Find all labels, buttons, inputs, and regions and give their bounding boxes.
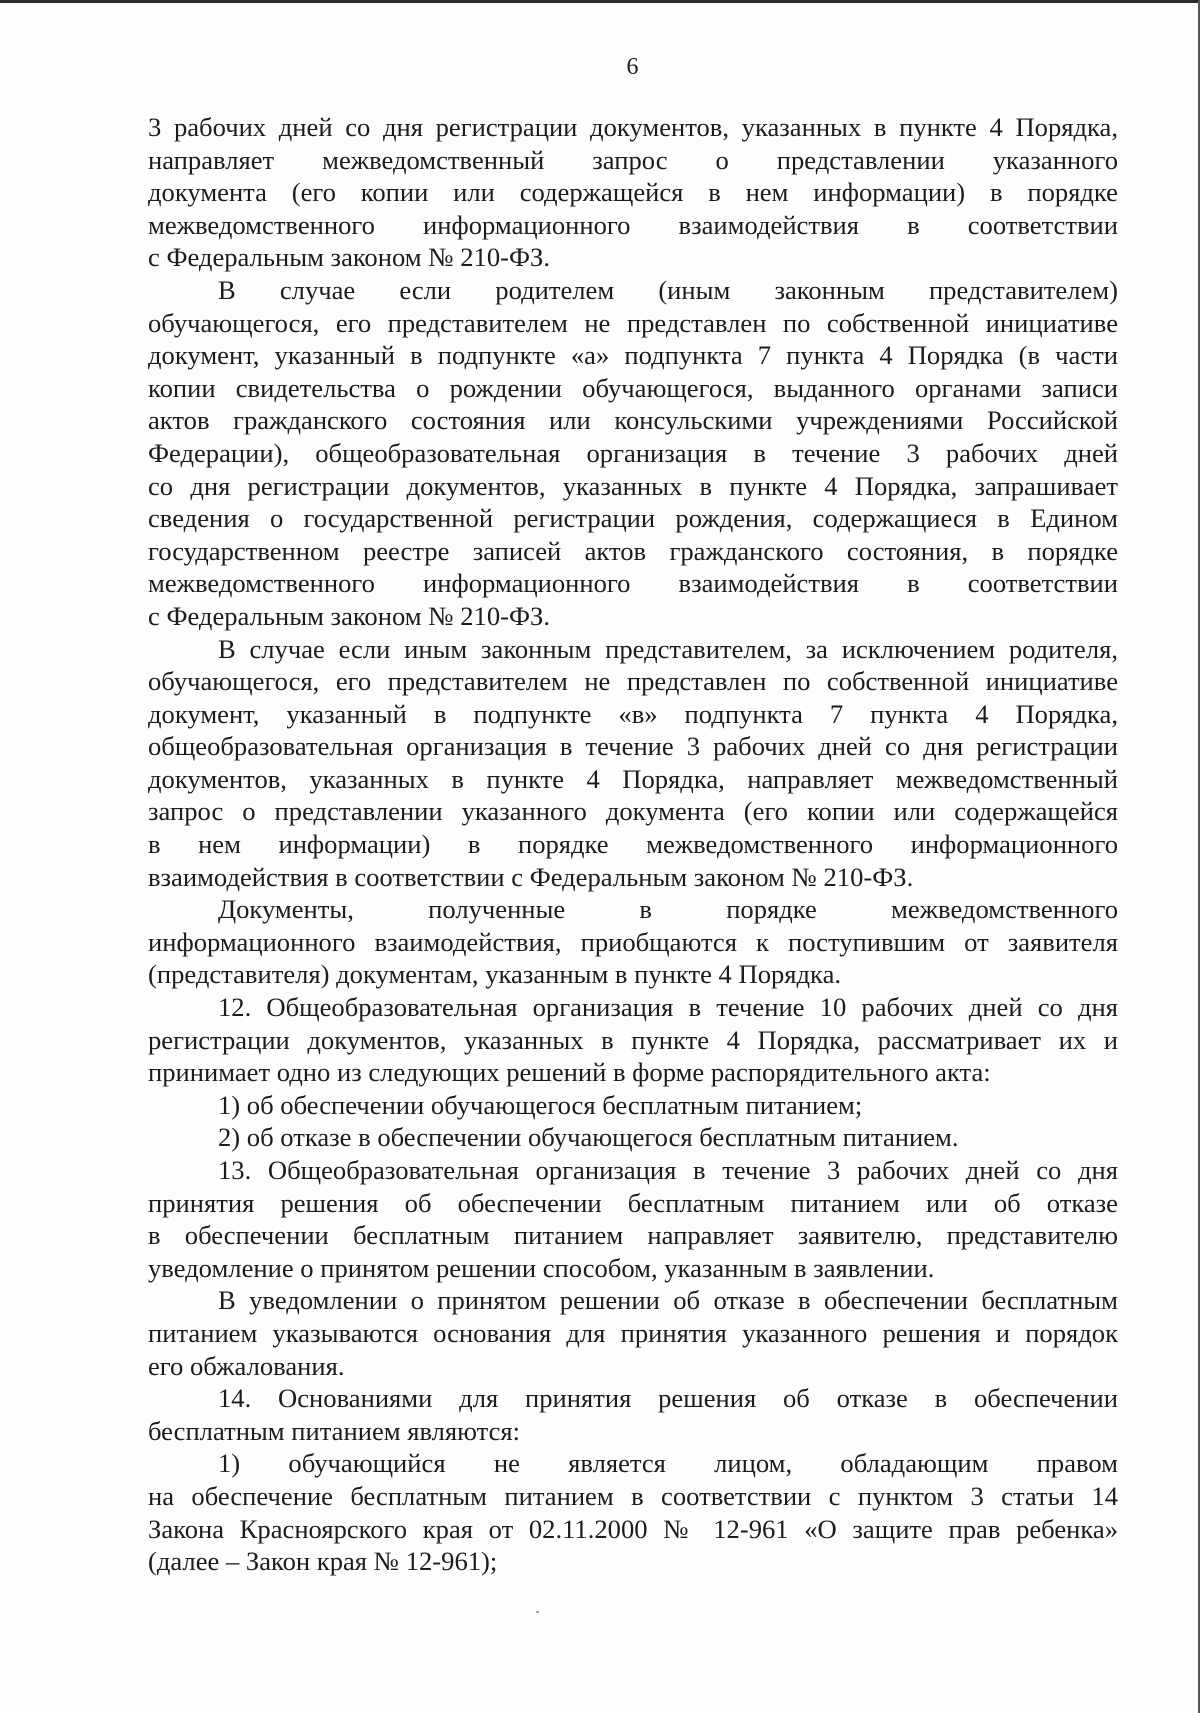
text-line: (представителя) документам, указанным в пункте 4 Порядка. [148, 959, 842, 990]
text-line: документ, указанный в подпункте «в» подпункта 7 пункта 4 Порядка, [148, 698, 1118, 729]
text-line: обучающегося, его представителем не представлен по собственной инициативе [148, 666, 1118, 697]
text-line: обучающегося, его представителем не представлен по собственной инициативе [148, 307, 1118, 338]
text-line: в обеспечении бесплатным питанием направляет заявителю, представителю [148, 1220, 1118, 1251]
text-line: питанием указываются основания для принятия указанного решения и порядок [148, 1317, 1118, 1348]
text-line: 1) обучающийся не является лицом, обладающим правом [218, 1448, 1118, 1479]
text-line: 13. Общеобразовательная организация в течение 3 рабочих дней со дня [218, 1155, 1118, 1185]
text-line: принятия решения об обеспечении бесплатным питанием или об отказе [148, 1187, 1118, 1218]
text-line: Документы, полученные в порядке межведомственного [218, 894, 1118, 925]
text-line: межведомственного информационного взаимодействия в соответствии [148, 568, 1118, 599]
scan-top-edge [0, 0, 1200, 3]
text-line: межведомственного информационного взаимодействия в соответствии [148, 209, 1118, 240]
text-line: актов гражданского состояния или консульскими учреждениями Российской [148, 405, 1118, 436]
text-line: в нем информации) в порядке межведомственного информационного [148, 829, 1118, 860]
text-line: В случае если иным законным представителем, за исключением родителя, [218, 633, 1118, 664]
text-line: принимает одно из следующих решений в форме распорядительного акта: [148, 1057, 991, 1088]
text-line: запрос о представлении указанного документа (его копии или содержащейся [148, 796, 1118, 827]
text-line: сведения о государственной регистрации рождения, содержащиеся в Едином [148, 503, 1118, 534]
text-line: В уведомлении о принятом решении об отказе в обеспечении бесплатным [218, 1285, 1118, 1316]
document-body [148, 111, 1118, 1578]
text-line: 12. Общеобразовательная организация в течение 10 рабочих дней со дня [218, 992, 1118, 1023]
text-line: взаимодействия в соответствии с Федеральным законом № 210-ФЗ. [148, 861, 914, 892]
text-line: документа (его копии или содержащейся в нем информации) в порядке [148, 177, 1118, 208]
text-line: общеобразовательная организация в течение 3 рабочих дней со дня регистрации [148, 731, 1118, 762]
text-line: копии свидетельства о рождении обучающегося, выданного органами записи [148, 372, 1118, 403]
scan-speck [536, 1611, 539, 1613]
text-line: бесплатным питанием являются: [148, 1415, 521, 1446]
text-line: Закона Красноярского края от 02.11.2000 № 12-961 «О защите прав ребенка» [148, 1513, 1118, 1544]
text-line: 14. Основаниями для принятия решения об отказе в обеспечении [218, 1383, 1118, 1414]
text-line: регистрации документов, указанных в пункте 4 Порядка, рассматривает их и [148, 1024, 1118, 1055]
text-line: Федерации), общеобразовательная организация в течение 3 рабочих дней [148, 437, 1118, 468]
text-line: его обжалования. [148, 1350, 345, 1381]
text-line: уведомление о принятом решении способом, указанным в заявлении. [148, 1252, 935, 1283]
text-line: на обеспечение бесплатным питанием в соответствии с пунктом 3 статьи 14 [148, 1480, 1118, 1511]
text-line: документов, указанных в пункте 4 Порядка, направляет межведомственный [148, 763, 1118, 794]
text-line: В случае если родителем (иным законным представителем) [218, 274, 1118, 305]
text-line: документ, указанный в подпункте «а» подпункта 7 пункта 4 Порядка (в части [148, 340, 1118, 371]
text-line: информационного взаимодействия, приобщаются к поступившим от заявителя [148, 926, 1118, 957]
text-line: 1) об обеспечении обучающегося бесплатным питанием; [218, 1089, 863, 1120]
page-number: 6 [626, 54, 639, 80]
text-line: с Федеральным законом № 210-ФЗ. [148, 242, 550, 273]
text-line: с Федеральным законом № 210-ФЗ. [148, 600, 550, 631]
text-line: государственном реестре записей актов гражданского состояния, в порядке [148, 535, 1118, 566]
text-line: (далее – Закон края № 12-961); [148, 1546, 498, 1577]
text-line: направляет межведомственный запрос о представлении указанного [148, 144, 1118, 175]
text-line: 3 рабочих дней со дня регистрации документов, указанных в пункте 4 Порядка, [148, 112, 1118, 142]
text-line: 2) об отказе в обеспечении обучающегося бесплатным питанием. [218, 1122, 959, 1153]
text-line: со дня регистрации документов, указанных в пункте 4 Порядка, запрашивает [148, 470, 1118, 501]
